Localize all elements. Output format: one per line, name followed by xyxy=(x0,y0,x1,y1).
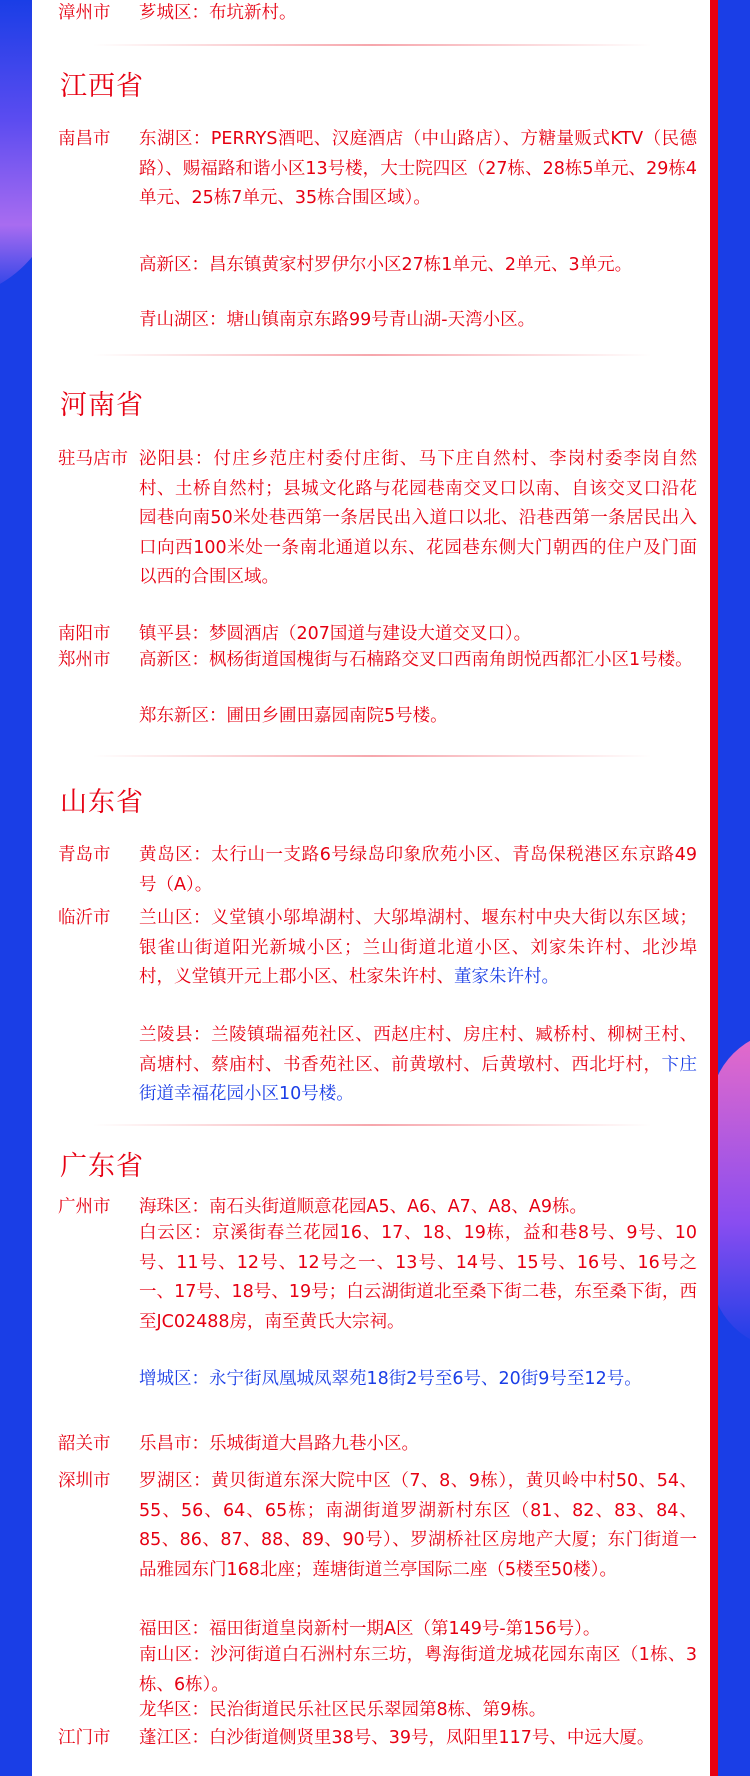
area-text xyxy=(139,1021,697,1110)
area-text: 蓬江区：白沙街道侧贤里38号、39号，凤阳里117号、中远大厦。 xyxy=(139,1728,655,1748)
area-text-blue: 卞庄街道幸福花园小区10号楼。 xyxy=(139,1054,698,1104)
area-text: 泌阳县：付庄乡范庄村委付庄街、马下庄自然村、李岗村委李岗自然村、土桥自然村；县城文化路与花园巷南交叉口以南、自该交叉口沿花园巷向南50米处巷西第一条居民出入道口以北、沿巷西第一条居民出入口向西100米处一条南北通道以东、花园巷东侧大门朝西的住户及门面以西的合围区域。 xyxy=(139,449,697,587)
area-text: 郑东新区：圃田乡圃田嘉园南院5号楼。 xyxy=(139,706,448,726)
city-label: 深圳市 xyxy=(58,1471,111,1491)
province-title: 山东省 xyxy=(60,787,144,818)
area-text: 高新区：昌东镇黄家村罗伊尔小区27栋1单元、2单元、3单元。 xyxy=(139,255,633,275)
area-text: 乐昌市：乐城街道大昌路九巷小区。 xyxy=(139,1434,419,1454)
city-label: 韶关市 xyxy=(58,1434,111,1454)
area-text-blue: 增城区：永宁街凤凰城凤翠苑18街2号至6号、20街9号至12号。 xyxy=(139,1369,642,1389)
red-border-strip xyxy=(710,0,718,1776)
city-label: 江门市 xyxy=(58,1728,111,1748)
area-text-blue: 董家朱许村。 xyxy=(454,967,559,987)
section-divider xyxy=(92,1124,652,1126)
area-text: 青山湖区：塘山镇南京东路99号青山湖-天湾小区。 xyxy=(139,310,536,330)
city-label: 驻马店市 xyxy=(58,449,128,469)
area-text: 福田区：福田街道皇岗新村一期A区（第149号-第156号）。 xyxy=(139,1619,601,1639)
area-text: 镇平县：梦圆酒店（207国道与建设大道交叉口）。 xyxy=(139,624,532,644)
province-title: 河南省 xyxy=(60,390,144,421)
province-title: 江西省 xyxy=(60,71,144,102)
section-divider xyxy=(92,755,652,757)
area-text: 东湖区：PERRYS酒吧、汉庭酒店（中山路店）、方糖量贩式KTV（民德路）、赐福路和谐小区13号楼，大士院四区（27栋、28栋5单元、29栋4单元、25栋7单元、35栋合围区域）。 xyxy=(139,129,697,208)
area-text-red: 兰陵县：兰陵镇瑞福苑社区、西赵庄村、房庄村、臧桥村、柳树王村、高塘村、蔡庙村、书香苑社区、前黄墩村、后黄墩村、西北圩村， xyxy=(139,1025,697,1075)
city-label: 漳州市 xyxy=(58,3,111,23)
province-title: 广东省 xyxy=(60,1151,144,1182)
city-label: 南昌市 xyxy=(58,129,111,149)
area-text: 龙华区：民治街道民乐社区民乐翠园第8栋、第9栋。 xyxy=(139,1700,547,1720)
area-text: 海珠区：南石头街道顺意花园A5、A6、A7、A8、A9栋。 xyxy=(139,1197,588,1217)
city-label: 郑州市 xyxy=(58,650,111,670)
area-text: 罗湖区：黄贝街道东深大院中区（7、8、9栋），黄贝岭中村50、54、55、56、64、65栋；南湖街道罗湖新村东区（81、82、83、84、85、86、87、88、89、90号）、罗湖桥社区房地产大厦；东门街道一品雅园东门168北座；莲塘街道兰亭国际二座（5楼至50楼）。 xyxy=(139,1471,697,1580)
area-text: 高新区：枫杨街道国槐街与石楠路交叉口西南角朗悦西都汇小区1号楼。 xyxy=(139,650,693,670)
area-text: 芗城区：布坑新村。 xyxy=(139,3,297,23)
section-divider xyxy=(92,44,652,46)
city-label: 广州市 xyxy=(58,1197,111,1217)
area-text: 白云区：京溪街春兰花园16、17、18、19栋，益和巷8号、9号、10号、11号、12号、12号之一、13号、14号、15号、16号、16号之一、17号、18号、19号；白云湖街道北至桑下街二巷，东至桑下街，西至JC02488房，南至黄氏大宗祠。 xyxy=(139,1223,697,1332)
city-label: 青岛市 xyxy=(58,845,111,865)
area-text: 南山区：沙河街道白石洲村东三坊，粤海街道龙城花园东南区（1栋、3栋、6栋）。 xyxy=(139,1645,697,1695)
city-label: 南阳市 xyxy=(58,624,111,644)
area-text-red: 兰山区：义堂镇小邬埠湖村、大邬埠湖村、堰东村中央大街以东区域；银雀山街道阳光新城小区；兰山街道北道小区、刘家朱许村、北沙埠村，义堂镇开元上郡小区、杜家朱许村、 xyxy=(139,908,697,987)
area-text: 黄岛区：太行山一支路6号绿岛印象欣苑小区、青岛保税港区东京路49号（A）。 xyxy=(139,845,697,895)
city-label: 临沂市 xyxy=(58,908,111,928)
section-divider xyxy=(92,354,652,356)
content-card xyxy=(32,0,710,1776)
area-text xyxy=(139,904,697,993)
